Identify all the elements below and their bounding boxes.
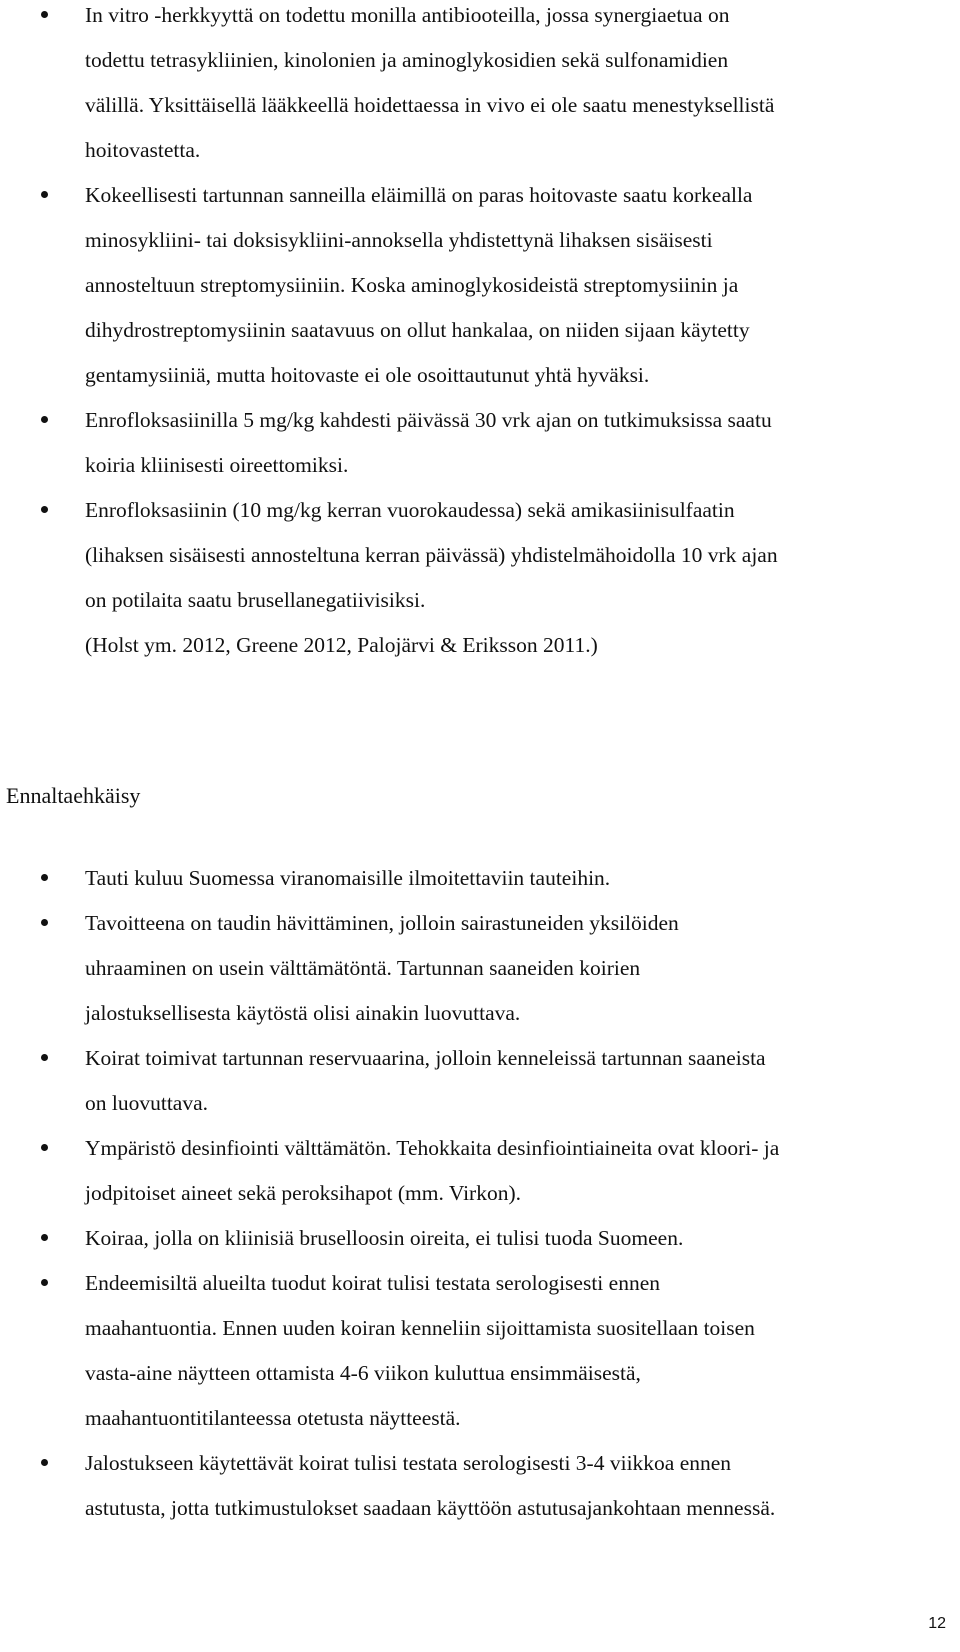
- text-line: maahantuontia. Ennen uuden koiran kenneliin sijoittamista suositellaan toisen: [85, 1316, 755, 1340]
- text-line: annosteltuun streptomysiiniin. Koska aminoglykosideistä streptomysiinin ja: [85, 273, 739, 297]
- section-heading: Ennaltaehkäisy: [6, 783, 141, 808]
- list-item: [0, 488, 960, 668]
- text-line: on potilaita saatu brusellanegatiivisiksi.: [85, 588, 426, 612]
- bullet-icon: [41, 1279, 48, 1286]
- text-line: Enrofloksasiinin (10 mg/kg kerran vuorokaudessa) sekä amikasiinisulfaatin: [85, 498, 735, 522]
- text-line: Enrofloksasiinilla 5 mg/kg kahdesti päivässä 30 vrk ajan on tutkimuksissa saatu: [85, 408, 772, 432]
- text-line: Tavoitteena on taudin hävittäminen, jolloin sairastuneiden yksilöiden: [85, 911, 679, 935]
- list-item: [0, 1261, 960, 1441]
- list-item: [0, 1126, 960, 1216]
- bullet-icon: [41, 506, 48, 513]
- bullet-icon: [41, 874, 48, 881]
- list-item: [0, 901, 960, 1036]
- text-line: jodpitoiset aineet sekä peroksihapot (mm. Virkon).: [85, 1181, 521, 1205]
- text-line: Koirat toimivat tartunnan reservuaarina, jolloin kenneleissä tartunnan saaneista: [85, 1046, 766, 1070]
- text-line: astutusta, jotta tutkimustulokset saadaan käyttöön astutusajankohtaan mennessä.: [85, 1496, 776, 1520]
- list-item: [0, 173, 960, 398]
- text-line: dihydrostreptomysiinin saatavuus on ollut hankalaa, on niiden sijaan käytetty: [85, 318, 750, 342]
- list-item: [0, 1036, 960, 1126]
- text-line: hoitovastetta.: [85, 138, 201, 162]
- text-line: Tauti kuluu Suomessa viranomaisille ilmoitettaviin tauteihin.: [85, 866, 611, 890]
- prevention-list: [0, 856, 960, 1531]
- list-item: [0, 1441, 960, 1531]
- list-item: [0, 0, 960, 173]
- text-line: Ympäristö desinfiointi välttämätön. Tehokkaita desinfiointiaineita ovat kloori- ja: [85, 1136, 780, 1160]
- bullet-icon: [41, 1459, 48, 1466]
- text-line: välillä. Yksittäisellä lääkkeellä hoidettaessa in vivo ei ole saatu menestyksellistä: [85, 93, 775, 117]
- list-item: [0, 398, 960, 488]
- bullet-icon: [41, 1144, 48, 1151]
- bullet-icon: [41, 416, 48, 423]
- text-line: Endeemisiltä alueilta tuodut koirat tulisi testata serologisesti ennen: [85, 1271, 660, 1295]
- text-line: Jalostukseen käytettävät koirat tulisi testata serologisesti 3-4 viikkoa ennen: [85, 1451, 732, 1475]
- bullet-icon: [41, 919, 48, 926]
- text-line: maahantuontitilanteessa otetusta näytteestä.: [85, 1406, 461, 1430]
- bullet-icon: [41, 191, 48, 198]
- text-line: In vitro -herkkyyttä on todettu monilla antibiooteilla, jossa synergiaetua on: [85, 3, 730, 27]
- text-line: on luovuttava.: [85, 1091, 209, 1115]
- treatment-list: [0, 0, 960, 668]
- text-line: koiria kliinisesti oireettomiksi.: [85, 453, 349, 477]
- text-line: Kokeellisesti tartunnan sanneilla eläimillä on paras hoitovaste saatu korkealla: [85, 183, 753, 207]
- text-line: (lihaksen sisäisesti annosteltuna kerran päivässä) yhdistelmähoidolla 10 vrk ajan: [85, 543, 778, 567]
- text-line: todettu tetrasykliinien, kinolonien ja aminoglykosidien sekä sulfonamidien: [85, 48, 729, 72]
- text-line: uhraaminen on usein välttämätöntä. Tartunnan saaneiden koirien: [85, 956, 641, 980]
- list-item: [0, 1216, 960, 1261]
- bullet-icon: [41, 11, 48, 18]
- text-line: minosykliini- tai doksisykliini-annoksella yhdistettynä lihaksen sisäisesti: [85, 228, 713, 252]
- text-line: jalostuksellisesta käytöstä olisi ainakin luovuttava.: [85, 1001, 521, 1025]
- citation: (Holst ym. 2012, Greene 2012, Palojärvi & Eriksson 2011.): [85, 633, 598, 657]
- page-number: 12: [928, 1615, 946, 1632]
- text-line: Koiraa, jolla on kliinisiä bruselloosin oireita, ei tulisi tuoda Suomeen.: [85, 1226, 684, 1250]
- text-line: vasta-aine näytteen ottamista 4-6 viikon kuluttua ensimmäisestä,: [85, 1361, 641, 1385]
- bullet-icon: [41, 1054, 48, 1061]
- list-item: [0, 856, 960, 901]
- bullet-icon: [41, 1234, 48, 1241]
- text-line: gentamysiiniä, mutta hoitovaste ei ole osoittautunut yhtä hyväksi.: [85, 363, 650, 387]
